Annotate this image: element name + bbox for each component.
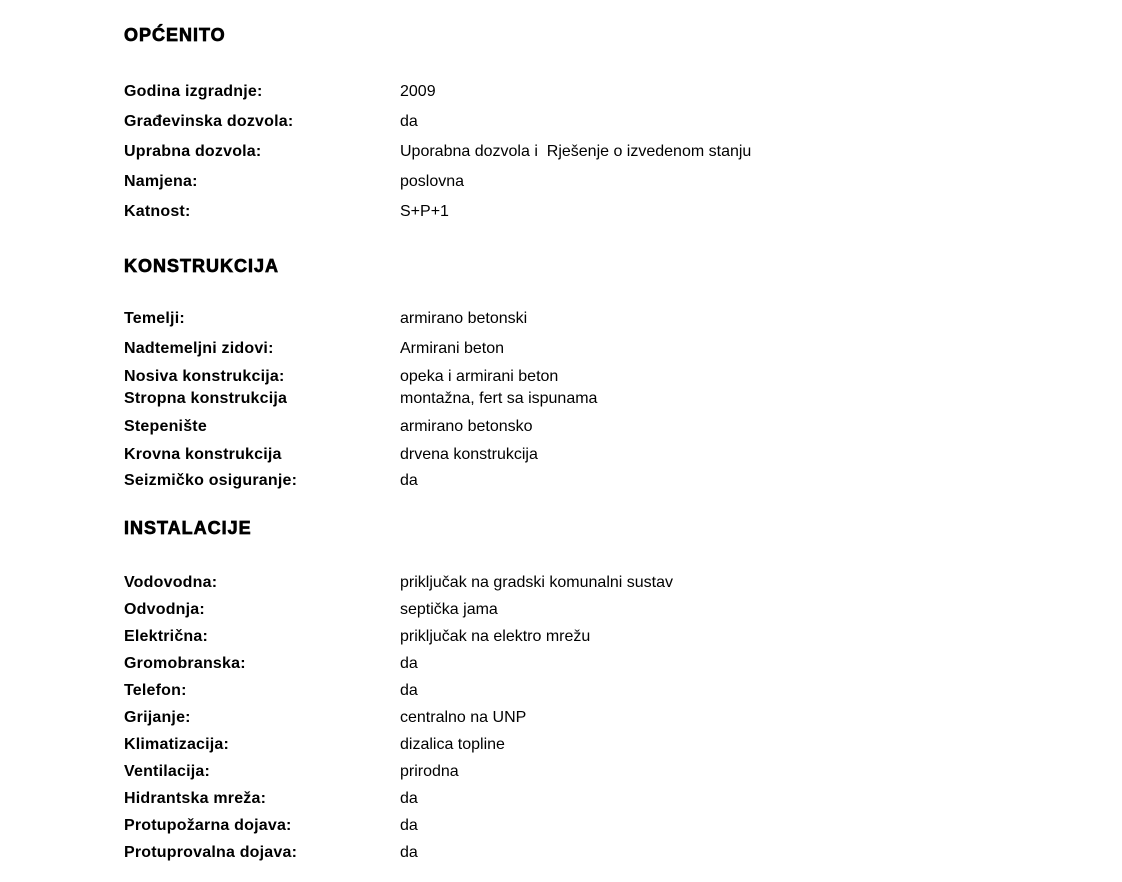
field-row-protupozarna-dojava xyxy=(124,815,1082,837)
field-label: Ventilacija: xyxy=(124,763,210,780)
field-row-namjena xyxy=(124,171,1082,193)
field-label: Nadtemeljni zidovi: xyxy=(124,340,274,357)
field-label: Gromobranska: xyxy=(124,655,246,672)
field-row-klimatizacija xyxy=(124,734,1082,756)
field-label: Hidrantska mreža: xyxy=(124,790,267,807)
field-value: da xyxy=(400,113,418,130)
field-row-stepeniste xyxy=(124,416,1082,438)
field-label: Električna: xyxy=(124,628,209,645)
field-row-telefon xyxy=(124,680,1082,702)
field-value: centralno na UNP xyxy=(400,709,527,726)
field-label: Uprabna dozvola: xyxy=(124,143,262,160)
field-row-hidrantska-mreza xyxy=(124,788,1082,810)
section-opcenito xyxy=(124,81,1082,223)
field-row-gromobranska xyxy=(124,653,1082,675)
field-value: prirodna xyxy=(400,763,459,780)
field-label: Temelji: xyxy=(124,310,185,327)
field-row-katnost xyxy=(124,201,1082,223)
field-row-seizmicko-osiguranje xyxy=(124,470,1082,492)
field-value: dizalica topline xyxy=(400,736,505,753)
field-value: 2009 xyxy=(400,83,436,100)
field-row-nadtemeljni-zidovi xyxy=(124,338,1082,360)
field-label: Katnost: xyxy=(124,203,191,220)
field-label: Namjena: xyxy=(124,173,198,190)
field-value: drvena konstrukcija xyxy=(400,446,538,463)
field-value: Armirani beton xyxy=(400,340,505,357)
field-row-stropna-konstrukcija xyxy=(124,388,1082,410)
field-value: da xyxy=(400,817,418,834)
field-row-elektricna xyxy=(124,626,1082,648)
field-label: Građevinska dozvola: xyxy=(124,113,294,130)
field-row-gradjevinska-dozvola xyxy=(124,111,1082,133)
field-value: opeka i armirani beton xyxy=(400,368,559,385)
field-label: Godina izgradnje: xyxy=(124,83,263,100)
field-value: da xyxy=(400,790,418,807)
field-value: septička jama xyxy=(400,601,498,618)
field-label: Seizmičko osiguranje: xyxy=(124,472,298,489)
field-value: da xyxy=(400,844,418,861)
field-row-protuprovalna-dojava xyxy=(124,842,1082,864)
field-label: Vodovodna: xyxy=(124,574,218,591)
section-instalacije xyxy=(124,572,1082,864)
field-row-vodovodna xyxy=(124,572,1082,594)
field-value: Uporabna dozvola i Rješenje o izvedenom stanju xyxy=(400,143,752,160)
field-row-grijanje xyxy=(124,707,1082,729)
field-row-temelji xyxy=(124,308,1082,330)
field-value: montažna, fert sa ispunama xyxy=(400,390,598,407)
field-label: Stropna konstrukcija xyxy=(124,390,288,407)
field-value: priključak na gradski komunalni sustav xyxy=(400,574,674,591)
field-label: Nosiva konstrukcija: xyxy=(124,368,285,385)
field-value: armirano betonsko xyxy=(400,418,533,435)
field-row-odvodnja xyxy=(124,599,1082,621)
field-row-nosiva-konstrukcija xyxy=(124,366,1082,388)
section-konstrukcija xyxy=(124,308,1082,492)
field-value: S+P+1 xyxy=(400,203,449,220)
field-row-krovna-konstrukcija xyxy=(124,444,1082,466)
field-value: da xyxy=(400,682,418,699)
field-label: Klimatizacija: xyxy=(124,736,230,753)
field-row-ventilacija xyxy=(124,761,1082,783)
field-label: Protupožarna dojava: xyxy=(124,817,292,834)
section-title-instalacije: INSTALACIJE xyxy=(124,518,252,538)
field-label: Stepenište xyxy=(124,418,207,435)
field-label: Protuprovalna dojava: xyxy=(124,844,298,861)
field-label: Odvodnja: xyxy=(124,601,205,618)
section-title-opcenito: OPĆENITO xyxy=(124,25,226,45)
field-value: da xyxy=(400,655,418,672)
field-label: Krovna konstrukcija xyxy=(124,446,282,463)
field-label: Telefon: xyxy=(124,682,187,699)
field-value: armirano betonski xyxy=(400,310,528,327)
field-value: poslovna xyxy=(400,173,465,190)
field-label: Grijanje: xyxy=(124,709,191,726)
field-value: priključak na elektro mrežu xyxy=(400,628,591,645)
field-row-godina-izgradnje xyxy=(124,81,1082,103)
field-value: da xyxy=(400,472,418,489)
section-title-konstrukcija: KONSTRUKCIJA xyxy=(124,256,280,276)
field-row-uprabna-dozvola xyxy=(124,141,1082,163)
